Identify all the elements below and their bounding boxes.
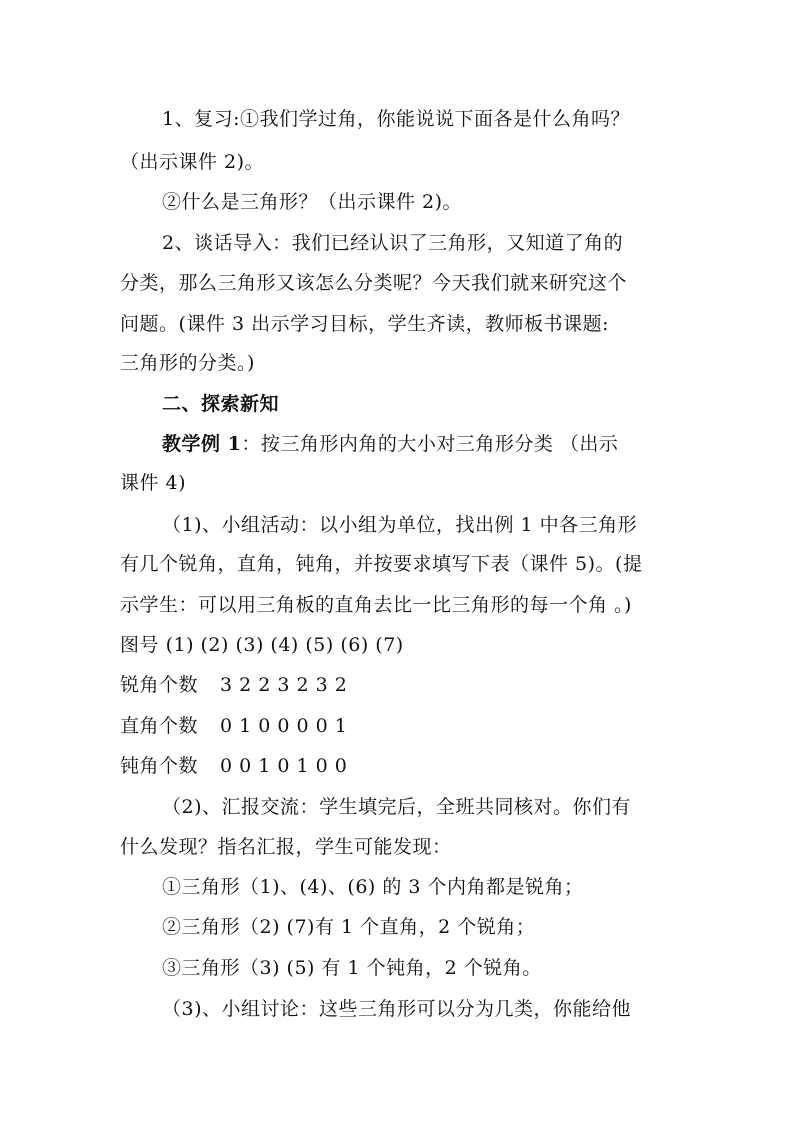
table-right-row [120, 713, 680, 739]
intro-line-4: 三角形的分类。) [120, 352, 255, 374]
report-line-2: 什么发现？指名汇报，学生可能发现： [120, 836, 452, 858]
acute-values: 3 2 2 3 2 3 2 [220, 674, 348, 696]
section-heading: 二、探索新知 [162, 393, 280, 415]
example-description: ：按三角形内角的大小对三角形分类 （出示 [241, 433, 619, 455]
intro-line-3: 问题。(课件 3 出示学习目标，学生齐读，教师板书课题: [120, 313, 609, 335]
table-obtuse-row [120, 753, 680, 779]
activity-line-1: （1)、小组活动：以小组为单位，找出例 1 中各三角形 [162, 514, 638, 536]
obtuse-values: 0 0 1 0 1 0 0 [220, 755, 348, 777]
report-line-1: （2)、汇报交流：学生填完后，全班共同核对。你们有 [162, 796, 632, 818]
intro-line-2: 分类，那么三角形又该怎么分类呢？今天我们就来研究这个 [120, 272, 628, 294]
right-label: 直角个数 [120, 715, 199, 737]
finding-2: ②三角形（2) (7)有 1 个直角，2 个锐角； [162, 916, 536, 938]
activity-line-3: 示学生：可以用三角板的直角去比一比三角形的每一个角 。) [120, 594, 632, 616]
discussion-line-1: （3)、小组讨论：这些三角形可以分为几类，你能给他 [162, 998, 632, 1020]
table-header-label: 图号 [120, 634, 160, 656]
example-line-1 [162, 431, 722, 457]
table-header-row [120, 632, 680, 658]
triangle-question: ②什么是三角形？（出示课件 2)。 [162, 191, 463, 213]
review-line-1: 1、复习:①我们学过角，你能说说下面各是什么角吗？ [162, 108, 630, 130]
example-title: 教学例 1 [162, 433, 242, 455]
finding-3: ③三角形（3) (5) 有 1 个钝角，2 个锐角。 [162, 957, 542, 979]
finding-1: ①三角形（1)、(4)、(6) 的 3 个内角都是锐角； [162, 876, 584, 898]
activity-line-2: 有几个锐角，直角，钝角，并按要求填写下表（课件 5)。(提 [120, 553, 643, 575]
table-acute-row [120, 672, 680, 698]
acute-label: 锐角个数 [120, 674, 199, 696]
table-header-values: (1) (2) (3) (4) (5) (6) (7) [165, 634, 404, 656]
right-values: 0 1 0 0 0 0 1 [220, 715, 348, 737]
intro-line-1: 2、谈话导入：我们已经认识了三角形，又知道了角的 [162, 232, 624, 254]
review-line-2: （出示课件 2)。 [120, 151, 265, 173]
obtuse-label: 钝角个数 [120, 755, 199, 777]
example-line-2: 课件 4) [120, 472, 187, 494]
